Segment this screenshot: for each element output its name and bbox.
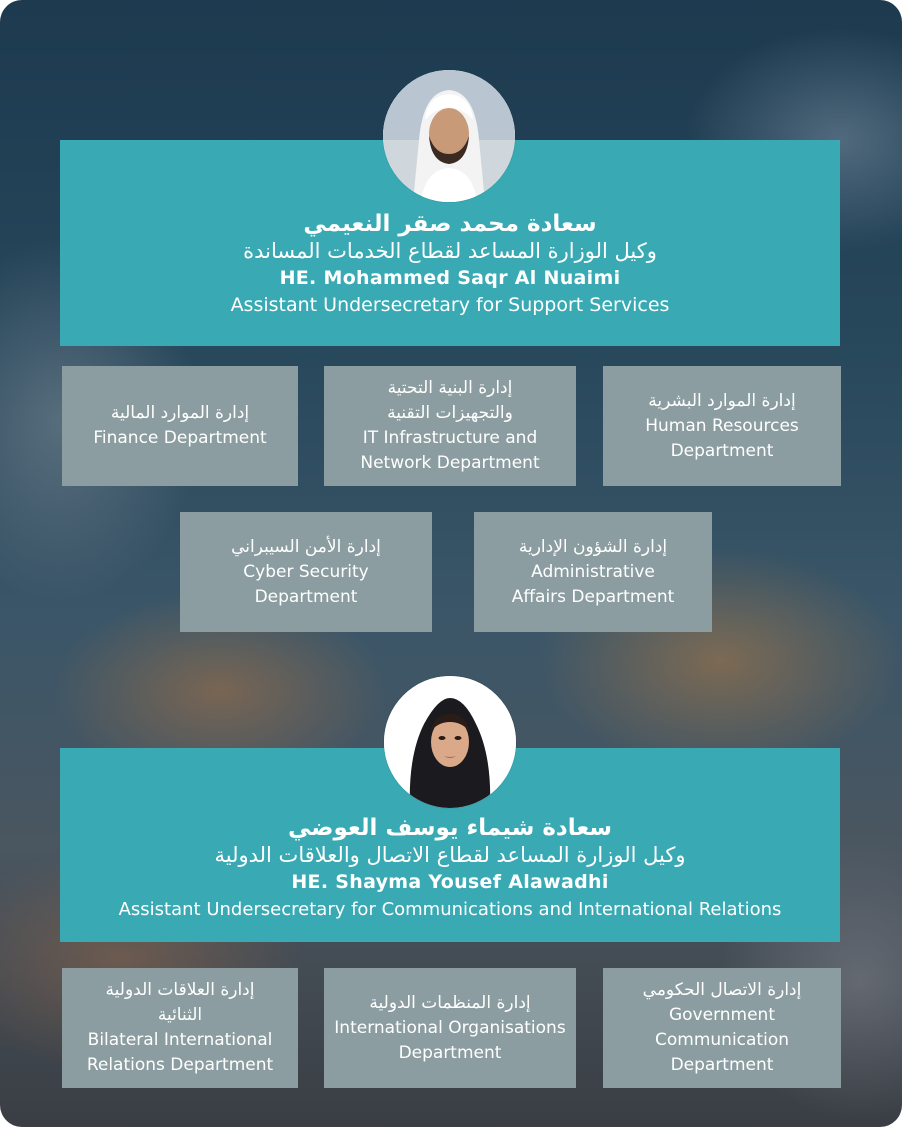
finance-department-card — [62, 366, 298, 486]
undersecretary-2-arabic-name: سعادة شيماء يوسف العوضي — [288, 815, 612, 841]
finance-department-english: Finance Department — [93, 428, 267, 448]
bilateral-international-relations-department-card — [62, 968, 298, 1088]
cyber-security-department-card — [180, 512, 432, 632]
administrative-affairs-english-line1: Administrative — [531, 561, 655, 582]
administrative-affairs-english-line2: Affairs Department — [511, 586, 675, 607]
undersecretary-2-english-title: Assistant Undersecretary for Communications and International Relations — [118, 899, 782, 920]
bilateral-relations-english-line1: Bilateral International — [87, 1030, 273, 1050]
it-infrastructure-english-line1: IT Infrastructure and — [362, 428, 538, 448]
international-organisations-department-card — [324, 968, 576, 1088]
undersecretary-arabic-title: وكيل الوزارة المساعد لقطاع الخدمات المساندة — [243, 239, 657, 263]
it-infrastructure-arabic-line2: والتجهيزات التقنية — [387, 403, 513, 423]
human-resources-english-line2: Department — [670, 440, 774, 461]
undersecretary-english-title: Assistant Undersecretary for Support Services — [230, 294, 670, 316]
cyber-security-english-line1: Cyber Security — [243, 561, 369, 582]
government-communication-english-line3: Department — [670, 1055, 774, 1075]
government-communication-arabic: إدارة الاتصال الحكومي — [642, 980, 802, 1000]
cyber-security-english-line2: Department — [254, 586, 358, 607]
international-organisations-english-line2: Department — [398, 1042, 502, 1063]
government-communication-english-line2: Communication — [655, 1030, 789, 1050]
human-resources-arabic: إدارة الموارد البشرية — [648, 390, 796, 411]
undersecretary-arabic-name: سعادة محمد صقر النعيمي — [303, 211, 597, 237]
it-infrastructure-arabic-line1: إدارة البنية التحتية — [387, 378, 513, 398]
international-organisations-arabic: إدارة المنظمات الدولية — [369, 992, 531, 1013]
undersecretary-2-arabic-title: وكيل الوزارة المساعد لقطاع الاتصال والعلاقات الدولية — [214, 843, 686, 867]
cyber-security-arabic: إدارة الأمن السيبراني — [231, 536, 381, 557]
finance-department-arabic: إدارة الموارد المالية — [110, 403, 250, 423]
man-portrait-icon — [383, 70, 515, 202]
bilateral-relations-arabic-line1: إدارة العلاقات الدولية — [105, 980, 255, 1000]
government-communication-department-card — [603, 968, 841, 1088]
human-resources-department-card — [603, 366, 841, 486]
administrative-affairs-arabic: إدارة الشؤون الإدارية — [518, 536, 668, 557]
undersecretary-english-name: HE. Mohammed Saqr Al Nuaimi — [279, 267, 621, 289]
undersecretary-2-english-name: HE. Shayma Yousef Alawadhi — [291, 871, 609, 893]
human-resources-english-line1: Human Resources — [645, 415, 799, 436]
woman-portrait-icon — [384, 676, 516, 808]
it-infrastructure-department-card — [324, 366, 576, 486]
bilateral-relations-english-line2: Relations Department — [86, 1055, 274, 1075]
international-organisations-english-line1: International Organisations — [334, 1017, 566, 1038]
government-communication-english-line1: Government — [668, 1005, 776, 1025]
it-infrastructure-english-line2: Network Department — [360, 453, 540, 473]
administrative-affairs-department-card — [474, 512, 712, 632]
bilateral-relations-arabic-line2: الثنائية — [157, 1005, 203, 1025]
